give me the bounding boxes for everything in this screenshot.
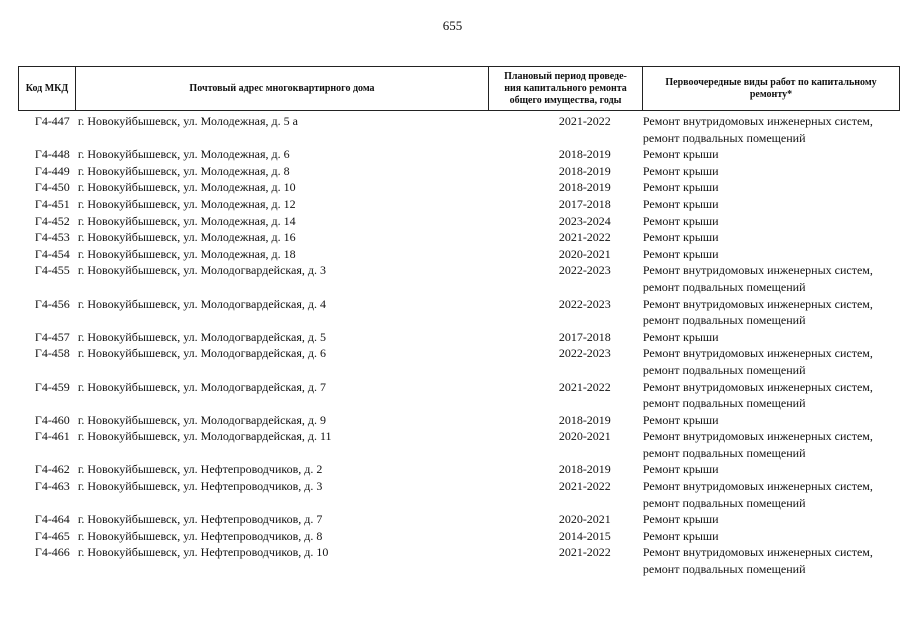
table-header xyxy=(18,66,900,111)
row-address: г. Новокуйбышевск, ул. Нефтепроводчиков, д. 7 xyxy=(77,512,323,527)
row-period: 2021-2022 xyxy=(558,379,611,394)
row-address: г. Новокуйбышевск, ул. Молодогвардейская, д. 7 xyxy=(77,379,326,394)
table-row xyxy=(18,329,900,346)
row-address: г. Новокуйбышевск, ул. Молодогвардейская, д. 11 xyxy=(77,429,332,444)
row-works xyxy=(643,113,900,146)
row-works xyxy=(643,179,900,196)
row-period: 2018-2019 xyxy=(558,180,611,195)
row-code: Г4-466 xyxy=(34,545,70,560)
row-works-line: Ремонт крыши xyxy=(642,213,719,228)
table-row xyxy=(18,246,900,263)
row-works-line: Ремонт внутридомовых инженерных систем, xyxy=(642,379,873,394)
row-works-line: Ремонт крыши xyxy=(642,246,719,261)
row-address: г. Новокуйбышевск, ул. Молодежная, д. 6 xyxy=(77,147,290,162)
row-works xyxy=(643,262,900,295)
row-works xyxy=(643,229,900,246)
row-address: г. Новокуйбышевск, ул. Молодежная, д. 18 xyxy=(77,246,296,261)
row-code: Г4-464 xyxy=(34,512,70,527)
row-works-line: Ремонт внутридомовых инженерных систем, xyxy=(642,114,873,128)
header-address: Почтовый адрес многоквартирного дома xyxy=(76,67,489,110)
table-row xyxy=(18,345,900,378)
page-number: 655 xyxy=(442,18,463,33)
row-works-line: ремонт подвальных помещений xyxy=(642,362,806,377)
row-code: Г4-449 xyxy=(34,163,70,178)
row-address: г. Новокуйбышевск, ул. Молодогвардейская, д. 4 xyxy=(77,296,326,311)
table-row xyxy=(18,478,900,511)
row-code: Г4-448 xyxy=(34,147,70,162)
table-row xyxy=(18,146,900,163)
row-works-line: Ремонт крыши xyxy=(642,329,719,344)
row-code: Г4-457 xyxy=(34,329,70,344)
row-period: 2021-2022 xyxy=(558,479,611,494)
header-works-line: ремонту* xyxy=(749,88,793,100)
row-works-line: ремонт подвальных помещений xyxy=(642,396,806,411)
table-row xyxy=(18,262,900,295)
row-period: 2018-2019 xyxy=(558,147,611,162)
row-works xyxy=(643,461,900,478)
row-code: Г4-447 xyxy=(34,114,70,128)
row-code: Г4-456 xyxy=(34,296,70,311)
row-works-line: ремонт подвальных помещений xyxy=(642,279,806,294)
table-row xyxy=(18,544,900,577)
table-row xyxy=(18,461,900,478)
row-works-line: Ремонт крыши xyxy=(642,196,719,211)
row-period: 2018-2019 xyxy=(558,462,611,477)
row-works-line: Ремонт крыши xyxy=(642,147,719,162)
row-address: г. Новокуйбышевск, ул. Молодежная, д. 12 xyxy=(77,196,296,211)
row-code: Г4-465 xyxy=(34,528,70,543)
row-address: г. Новокуйбышевск, ул. Молодогвардейская, д. 5 xyxy=(77,329,326,344)
row-works-line: Ремонт крыши xyxy=(642,462,719,477)
row-works-line: ремонт подвальных помещений xyxy=(642,562,806,577)
header-period-line: ния капитального ремонта xyxy=(504,82,627,94)
row-works-line: Ремонт крыши xyxy=(642,163,719,178)
row-works xyxy=(643,428,900,461)
row-works-line: Ремонт крыши xyxy=(642,180,719,195)
row-period: 2022-2023 xyxy=(558,263,611,278)
row-works xyxy=(643,246,900,263)
row-address: г. Новокуйбышевск, ул. Молодежная, д. 16 xyxy=(77,230,296,245)
table-row xyxy=(18,528,900,545)
row-period: 2017-2018 xyxy=(558,196,611,211)
table-row xyxy=(18,163,900,180)
table-row xyxy=(18,229,900,246)
row-works xyxy=(643,296,900,329)
header-code: Код МКД xyxy=(19,67,76,110)
row-period: 2018-2019 xyxy=(558,163,611,178)
row-works-line: Ремонт внутридомовых инженерных систем, xyxy=(642,545,873,560)
row-works-line: Ремонт крыши xyxy=(642,412,719,427)
row-works-line: Ремонт крыши xyxy=(642,230,719,245)
row-works xyxy=(643,196,900,213)
row-works-line: ремонт подвальных помещений xyxy=(642,445,806,460)
row-works xyxy=(643,379,900,412)
row-works-line: Ремонт крыши xyxy=(642,512,719,527)
row-works xyxy=(643,329,900,346)
row-period: 2021-2022 xyxy=(558,230,611,245)
row-works-line: Ремонт внутридомовых инженерных систем, xyxy=(642,346,873,361)
row-address: г. Новокуйбышевск, ул. Молодежная, д. 5 а xyxy=(77,114,298,128)
row-period: 2020-2021 xyxy=(558,512,611,527)
row-period: 2020-2021 xyxy=(558,246,611,261)
row-works-line: ремонт подвальных помещений xyxy=(642,495,806,510)
row-works-line: Ремонт крыши xyxy=(642,528,719,543)
row-code: Г4-454 xyxy=(34,246,70,261)
row-works xyxy=(643,146,900,163)
row-works-line: ремонт подвальных помещений xyxy=(642,313,806,328)
row-code: Г4-451 xyxy=(34,196,70,211)
row-address: г. Новокуйбышевск, ул. Молодогвардейская, д. 6 xyxy=(77,346,326,361)
header-period-line: Плановый период проведе- xyxy=(504,70,627,82)
row-works xyxy=(643,163,900,180)
table-row xyxy=(18,213,900,230)
row-code: Г4-463 xyxy=(34,479,70,494)
table-row xyxy=(18,113,900,146)
row-works xyxy=(643,544,900,577)
header-works-line: Первоочередные виды работ по капитальному xyxy=(665,76,877,88)
row-code: Г4-459 xyxy=(34,379,70,394)
header-period-line: общего имущества, годы xyxy=(509,94,622,106)
table-row xyxy=(18,196,900,213)
row-works-line: Ремонт внутридомовых инженерных систем, xyxy=(642,263,873,278)
row-address: г. Новокуйбышевск, ул. Нефтепроводчиков, д. 10 xyxy=(77,545,329,560)
row-code: Г4-453 xyxy=(34,230,70,245)
table-body xyxy=(18,113,900,578)
row-works xyxy=(643,412,900,429)
row-works xyxy=(643,511,900,528)
row-address: г. Новокуйбышевск, ул. Молодогвардейская, д. 3 xyxy=(77,263,326,278)
row-works xyxy=(643,528,900,545)
row-code: Г4-450 xyxy=(34,180,70,195)
row-code: Г4-460 xyxy=(34,412,70,427)
row-works-line: Ремонт внутридомовых инженерных систем, xyxy=(642,479,873,494)
table-row xyxy=(18,511,900,528)
row-address: г. Новокуйбышевск, ул. Молодежная, д. 14 xyxy=(77,213,296,228)
row-address: г. Новокуйбышевск, ул. Молодежная, д. 10 xyxy=(77,180,296,195)
row-works-line: Ремонт внутридомовых инженерных систем, xyxy=(642,429,873,444)
header-period xyxy=(489,67,643,110)
header-works xyxy=(643,67,899,110)
table-row xyxy=(18,379,900,412)
row-works-line: ремонт подвальных помещений xyxy=(642,130,806,145)
row-address: г. Новокуйбышевск, ул. Нефтепроводчиков, д. 8 xyxy=(77,528,323,543)
row-works xyxy=(643,478,900,511)
row-period: 2018-2019 xyxy=(558,412,611,427)
row-period: 2022-2023 xyxy=(558,296,611,311)
row-code: Г4-452 xyxy=(34,213,70,228)
row-period: 2021-2022 xyxy=(558,545,611,560)
row-code: Г4-458 xyxy=(34,346,70,361)
row-period: 2021-2022 xyxy=(558,114,611,128)
row-period: 2023-2024 xyxy=(558,213,611,228)
row-code: Г4-455 xyxy=(34,263,70,278)
table-row xyxy=(18,428,900,461)
row-code: Г4-462 xyxy=(34,462,70,477)
row-works xyxy=(643,345,900,378)
row-address: г. Новокуйбышевск, ул. Нефтепроводчиков, д. 3 xyxy=(77,479,323,494)
row-works-line: Ремонт внутридомовых инженерных систем, xyxy=(642,296,873,311)
row-address: г. Новокуйбышевск, ул. Молодежная, д. 8 xyxy=(77,163,290,178)
row-works xyxy=(643,213,900,230)
row-address: г. Новокуйбышевск, ул. Нефтепроводчиков, д. 2 xyxy=(77,462,323,477)
table-row xyxy=(18,179,900,196)
row-period: 2020-2021 xyxy=(558,429,611,444)
row-period: 2022-2023 xyxy=(558,346,611,361)
row-period: 2014-2015 xyxy=(558,528,611,543)
table-row xyxy=(18,412,900,429)
row-period: 2017-2018 xyxy=(558,329,611,344)
row-address: г. Новокуйбышевск, ул. Молодогвардейская, д. 9 xyxy=(77,412,326,427)
row-code: Г4-461 xyxy=(34,429,70,444)
table-row xyxy=(18,296,900,329)
